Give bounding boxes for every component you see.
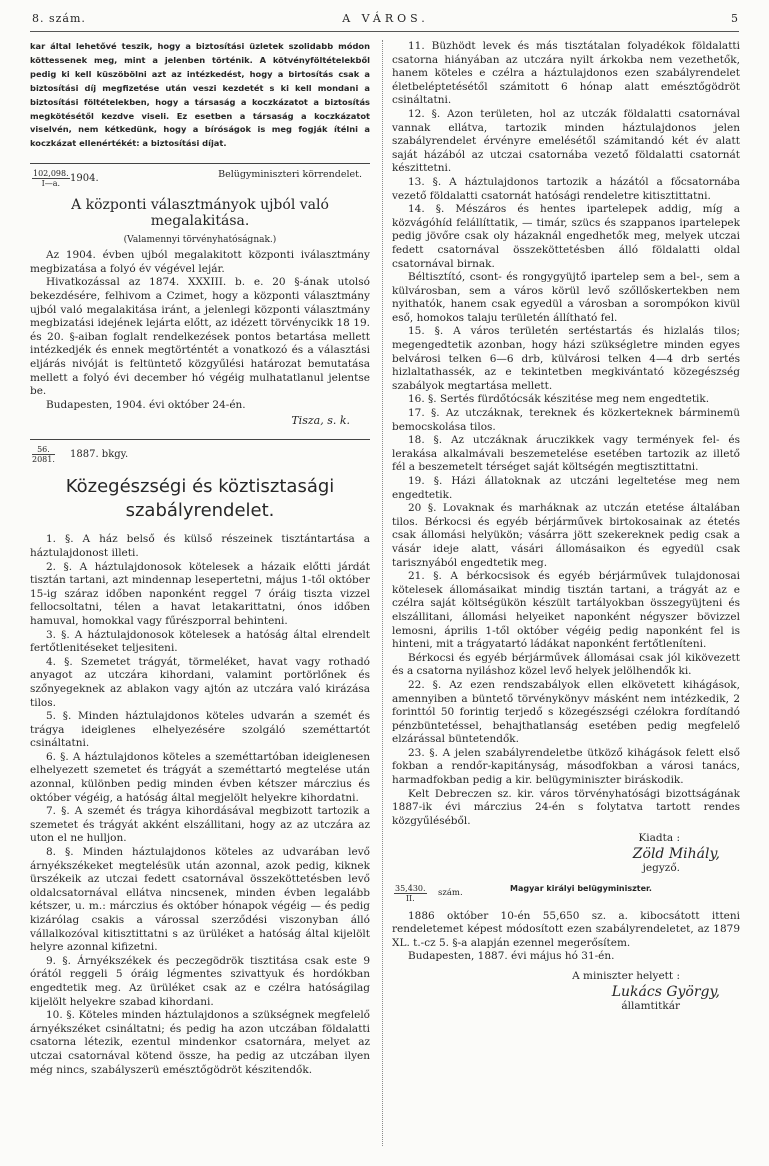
ministry-reference xyxy=(392,882,740,910)
decree-paragraph: Hivatkozással az 1874. XXXIII. b. e. 20 §-ának utolsó bekezdésére, felhivom a Czimet, hogy a központi választmány ujból való megalakitása iránt, a jelenlegi központi választmány megbizatási idejének lejárta előtt, az idézett törvénycikk 18 19. és 20. §-aiban foglalt rendelkezések pontos betartása mellett intézkedjék és ennek megtörténtét a vonatkozó és a választási eljárás nivóját is feltüntető közgyűlési határozat bemutatása mellett a folyó évi december hó végéig mulhatatlanul jelentse be. xyxy=(30,276,370,398)
right-column xyxy=(392,40,740,1013)
paragraph: 2. §. A háztulajdonosok kötelesek a házaik előtti járdát tisztán tartani, azt mindennap lesepertetni, május 1-től október 15-ig száraz időben naponként reggel 7 óráig tiszta vizzel fellocsoltatni, télen a havat letakarittatni, ónos időben hamuval, homokkal vagy fűrészporral behinteni. xyxy=(30,560,370,627)
decree-paragraph: Az 1904. évben ujból megalakitott központi iválasztmány megbizatása a folyó év végével lejár. xyxy=(30,249,370,275)
journal-title: A VÁROS. xyxy=(342,12,429,25)
approval-role: államtitkár xyxy=(621,999,680,1012)
reference-year: 1904. xyxy=(70,173,99,185)
section-separator xyxy=(30,439,370,440)
paragraph: 13. §. A háztulajdonos tartozik a házától a főcsatornába vezető földalatti csatornát hatósági rendeletre kitisztittatni. xyxy=(392,175,740,202)
issuer-name: Zöld Mihály, xyxy=(632,846,720,863)
regulation-reference xyxy=(30,443,370,469)
paragraph: 1. §. A ház belső és külső részeinek tisztántartása a háztulajdonost illeti. xyxy=(30,533,370,559)
reference-number: $\frac{102,098.}{I—a.}$ xyxy=(33,169,69,189)
insurance-article-tail: kar által lehetővé teszik, hogy a biztosítási üzletek szolidabb módon köttessenek meg, mint a jelenben történik. A kötvényföltételekből pedig ki kell küszöbölni azt az intézkedést, hogy a birtosítás csak a biztosítási díj megfizetése után veszi kezdetét s ki kell mondani a biztosítási föltételekben, hogy a társaság a koczkázatot a biztosítás megkötésétől kezdve viseli. Ez esetben a társaság a koczkázatot viselvén, nem kétkedünk, hogy a bíróságok is meg fogják ítélni a koczkázat ellenértékét: a biztosítási díjat. xyxy=(30,41,370,149)
paragraph: 15. §. A város területén sertéstartás és hizlalás tilos; megengedtetik azonban, hogy házi szükségletre minden egyes belvárosi telken 6—6 drb, külvárosi telken 4—4 drb sertés hizlaltathassék, az e tekintetben megkivántató közegészség szabályok megtartása mellett. xyxy=(392,325,740,392)
paragraph: 19. §. Házi állatoknak az utczáni legeltetése meg nem engedtetik. xyxy=(392,475,740,501)
page-number: 8. szám. xyxy=(32,12,86,25)
reference-number: $\frac{56.}{2081.}$ xyxy=(32,445,55,465)
approval-signer: Lukács György, xyxy=(611,983,720,1000)
decree-subtitle: (Valamennyi törvényhatóságnak.) xyxy=(123,235,277,246)
paragraph: 11. Büzhödt levek és más tisztátalan folyadékok földalatti csatorna hiányában az utczára nyilt árkokba nem vezethetők, hanem köteles e czélra a háztulajdonos ezen szabályrendelet életbeléptetésétől számitott 6 hónap alatt emésztőgödröt csináltatni. xyxy=(392,40,740,107)
decree-date: Budapesten, 1904. évi október 24-én. xyxy=(46,398,246,411)
left-column xyxy=(30,40,370,1077)
paragraph: 7. §. A szemét és trágya kihordásával megbizott tartozik a szemetet és trágyát akként elszállitani, hogy az az utczára az uton el ne hulljon. xyxy=(30,805,370,845)
issuer-role: jegyző. xyxy=(642,862,680,875)
paragraph: 8. §. Minden háztulajdonos köteles az udvarában levő árnyékszékeket megtelésük után azonnal, azok pedig, kiknek ürszékeik az utczai fedett csatornával összeköttetésben levő oldalcsatornával ellátva nincsenek, minden évben legalább kétszer, u. m.: márczius és október hónapok végéig — és pedig kizárólag csakis a várossal szerződési viszonyban álló vállalkozóval kitisztittatni s az ürüléket a hatóság által kijelölt helyre azonnal kifizetni. xyxy=(30,846,370,954)
ministry-label: Magyar királyi belügyminiszter. xyxy=(510,883,652,893)
paragraph: Béltisztító, csont- és rongygyüjtő ipartelep sem a bel-, sem a külvárosban, sem a város körül levő szőllőskertekben nem nyithatók, hanem csak egyedül a városban a sorompókon kivül eső, homokos talaju területén állítható fel. xyxy=(392,271,740,324)
paragraph: 14. §. Mészáros és hentes ipartelepek addig, míg a közvágóhíd felállíttatik, — timár, szücs és szappanos ipartelepek pedig jövőre csak oly házaknál engedhetők meg, melyek utczai fedett csatornával összeköttetésben álló földalatti oldal csatornával birnak. xyxy=(392,203,740,270)
page-folio: 5 xyxy=(731,12,739,25)
ministry-label: Belügyminiszteri körrendelet. xyxy=(218,169,362,181)
regulation-title: Közegészségi és köztisztasági szabályrendelet. xyxy=(65,476,335,522)
reference-year: 1887. bkgy. xyxy=(70,449,129,461)
paragraph: 5. §. Minden háztulajdonos köteles udvarán a szemét és trágya ideiglenes elhelyezésére szolgáló szeméttartót csináltatni. xyxy=(30,710,370,750)
paragraph: 20 §. Lovaknak és marháknak az utczán etetése általában tilos. Bérkocsi és egyéb bérjárművek birtokosainak az étetés csak állomási helyükön; vásárra jött szekereknek pedig csak a vásár ideje alatt, vásári állomásaikon és egyedül csak tarisznyából engedtetik meg. xyxy=(392,502,740,569)
approval-for: A miniszter helyett : xyxy=(572,970,680,982)
paragraph: 3. §. A háztulajdonosok kötelesek a hatóság által elrendelt fertőtlenitéseket teljesiteni. xyxy=(30,628,370,655)
reference-number: $\frac{35,430.}{II.}$ xyxy=(395,883,426,903)
issued-label: Kiadta : xyxy=(638,832,680,845)
paragraph: 4. §. Szemetet trágyát, törmeléket, havat vagy rothadó anyagot az utczára kihordani, valamint portörlőnek és szőnyegeknek az ablakon vagy ajtón az utczára való kirázása tilos. xyxy=(30,655,370,709)
paragraph: 12. §. Azon területen, hol az utczák földalatti csatornával vannak ellátva, tartozik minden háztulajdonos jelen szabályrendelet érvényre emelésétől számitandó két év alatt saját házából az utczai csatornába vezető földalatti csatornát készittetni. xyxy=(392,107,740,175)
paragraph: 21. §. A bérkocsisok és egyéb bérjárművek tulajdonosai kötelesek állomásaikat mindig tisztán tartani, a trágyát az e czélra saját költségükön készült tartályokban összegyüjteni és elszállitani, állomási helyeiket naponként négyszer bövizzel lemosni, április 1-től október végéig pedig naponként fel is hinteni, mit a trágyatartó ládákat naponként fertőtleníteni. xyxy=(392,570,740,651)
paragraph: 16. §. Sertés fürdőtócsák készitése meg nem engedtetik. xyxy=(408,393,710,406)
paragraph: 23. §. A jelen szabályrendeletbe ütköző kihágások felett első fokban a rendőr-kapitányság, másodfokban a városi tanács, harmadfokban pedig a kir. belügyminiszter biráskodik. xyxy=(392,746,740,787)
paragraph: 17. §. Az utczáknak, tereknek és közkerteknek bárminemü bemocskolása tilos. xyxy=(392,407,740,433)
paragraph: 18. §. Az utczáknak áruczikkek vagy termények fel- és lerakása alkalmávali beszemetelése esetében tartozik az illető fél a beszemetelt térséget saját költségén megtisztittatni. xyxy=(392,434,740,474)
paragraph: Bérkocsi és egyéb bérjárművek állomásai csak jól kikövezett és a csatorna nyiláshoz közel levő helyek jelölhendők ki. xyxy=(392,651,740,678)
paragraph: 9. §. Árnyékszékek és peczegödrök tisztitása csak este 9 órától reggeli 5 óráig légmentes szivattyuk és hordókban engedtetik meg. Az ürüléket csak az e czélra hatóságilag kijelölt helyekre szabad kihordani. xyxy=(30,954,370,1008)
column-divider xyxy=(382,40,383,1146)
approval-date: Budapesten, 1887. évi május hó 31-én. xyxy=(408,950,615,963)
approval-text: 1886 október 10-én 55,650 sz. a. kibocsátott itteni rendeletemet képest módosított ezen szabályrendeletet, az 1879 XL. t.-cz 5. §-a alapján ezennel megerősítem. xyxy=(392,909,740,949)
paragraph: Kelt Debreczen sz. kir. város törvényhatósági bizottságának 1887-ik évi márczius 24-én s folytatva tartott rendes közgyűléséből. xyxy=(392,787,740,827)
decree-signature: Tisza, s. k. xyxy=(291,414,350,428)
paragraph: 6. §. A háztulajdonos köteles a szeméttartóban ideiglenesen elhelyezett szemetet és trágyát a szeméttartó megtelése után azonnal, különben pedig minden évben kétszer márczius és október végéig, a hatóság által megjelölt helyekre kihordatni. xyxy=(30,750,370,804)
running-header xyxy=(32,12,739,28)
decree-reference xyxy=(30,167,370,193)
header-rule xyxy=(30,31,739,32)
reference-suffix: szám. xyxy=(438,887,463,898)
decree-title: A központi választmányok ujból való megalakitása. xyxy=(71,197,329,230)
paragraph: 10. §. Köteles minden háztulajdonos a szükségnek megfelelő árnyékszéket csináltatni; és pedig ha azon utczában földalatti csatorna létezik, ezentul mindenkor csatornára, melyet az utczai csatornával kötend össze, ha pedig az utczában ilyen még nincs, szabályszerü emésztőgödröt készitendők. xyxy=(30,1009,370,1076)
section-separator xyxy=(30,163,370,164)
paragraph: 22. §. Az ezen rendszabályok ellen elkövetett kihágások, amennyiben a büntető törvénykönyv másként nem intézkedik, 2 forinttól 50 forintig terjedő s közegészségi czélokra fordítandó pénzbüntetéssel, behajthatlanság esetében pedig megfelelő elzárással büntetendők. xyxy=(392,678,740,746)
